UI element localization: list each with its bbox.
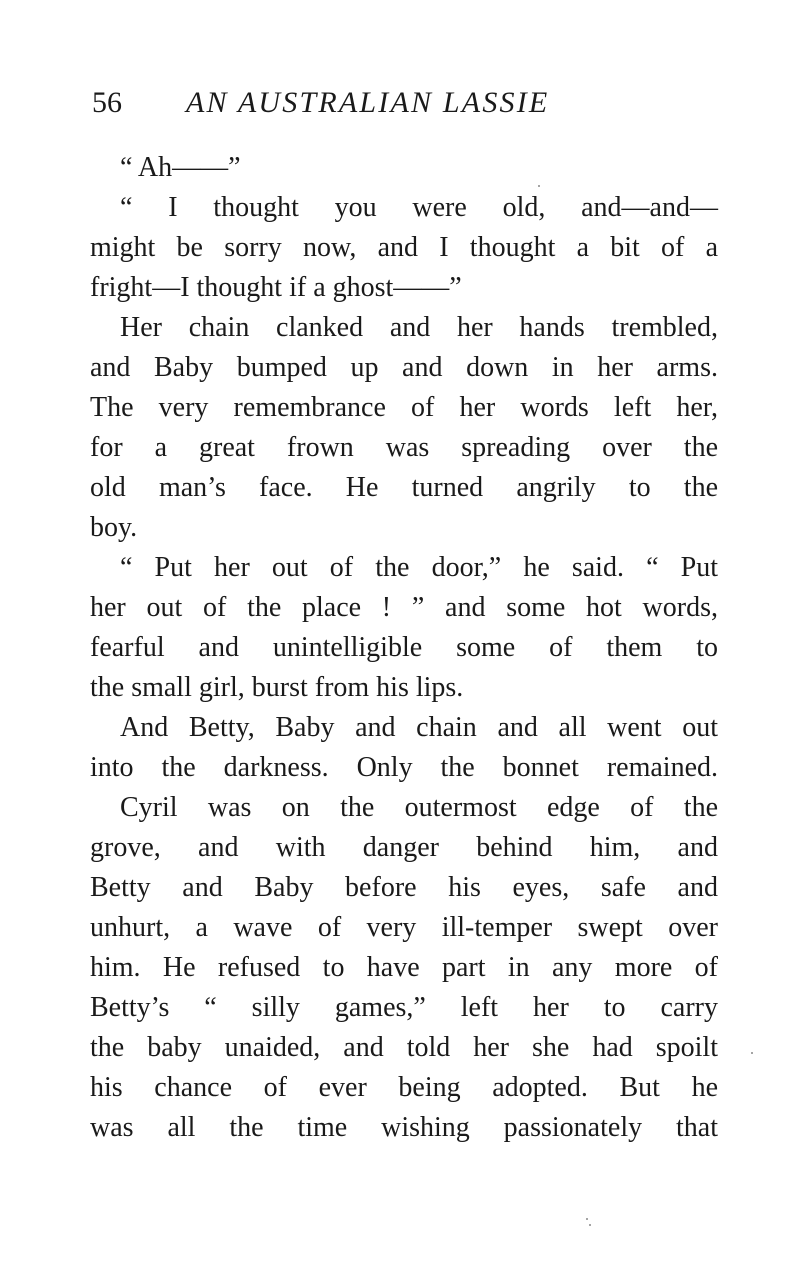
text-line: unhurt, a wave of very ill-temper swept over [90,912,718,943]
page-number: 56 [92,86,122,119]
text-line: him. He refused to have part in any more of [90,952,718,983]
text-line: fearful and unintelligible some of them to [90,632,718,663]
text-line: fright—I thought if a ghost——” [90,272,462,303]
text-line: Her chain clanked and her hands trembled, [120,312,718,343]
text-line: And Betty, Baby and chain and all went out [120,712,718,743]
text-line: The very remembrance of her words left her, [90,392,718,423]
text-line: was all the time wishing passionately that [90,1112,718,1143]
text-line: might be sorry now, and I thought a bit of a [90,232,718,263]
text-line: old man’s face. He turned angrily to the [90,472,718,503]
text-line: “ Put her out of the door,” he said. “ Put [120,552,718,583]
text-line: into the darkness. Only the bonnet remained. [90,752,718,783]
paper-speck [751,1052,753,1054]
running-head [92,86,718,130]
body-text [90,148,718,1148]
text-line: her out of the place ! ” and some hot words, [90,592,718,623]
text-line: and Baby bumped up and down in her arms. [90,352,718,383]
text-line: the small girl, burst from his lips. [90,672,464,703]
paper-speck [538,185,540,187]
paper-speck [586,1218,588,1220]
text-line: for a great frown was spreading over the [90,432,718,463]
text-line: Betty’s “ silly games,” left her to carry [90,992,718,1023]
text-line: his chance of ever being adopted. But he [90,1072,718,1103]
text-line: Betty and Baby before his eyes, safe and [90,872,718,903]
text-line: boy. [90,512,138,543]
running-title: AN AUSTRALIAN LASSIE [186,86,550,119]
text-line: the baby unaided, and told her she had spoilt [90,1032,718,1063]
paper-speck [589,1224,591,1226]
text-line: grove, and with danger behind him, and [90,832,718,863]
text-line: “ Ah——” [120,152,241,183]
text-line: “ I thought you were old, and—and— [120,192,718,223]
text-line: Cyril was on the outermost edge of the [120,792,718,823]
